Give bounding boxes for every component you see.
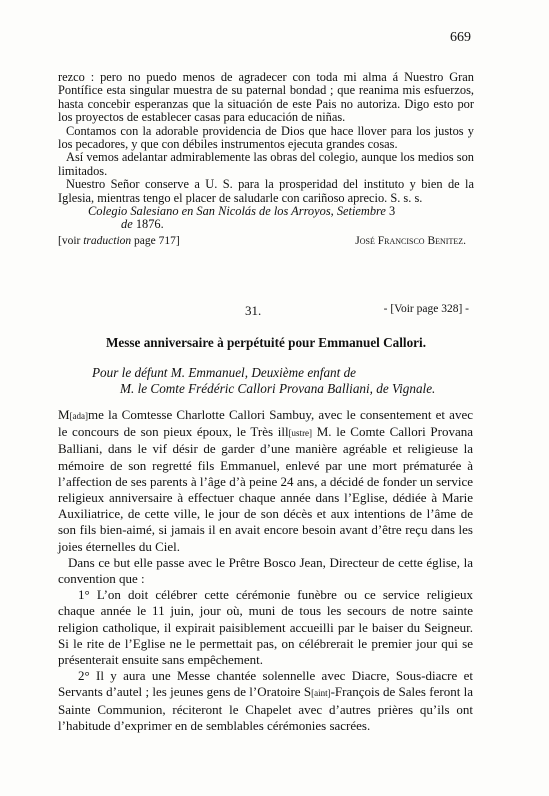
signature: José Francisco Benitez. xyxy=(355,234,466,247)
section-voir-reference: - [Voir page 328] - xyxy=(383,303,469,315)
spanish-paragraph-2: Contamos con la adorable providencia de Dios que hace llover para los justos y los pecadores, y que con débiles instrumentos ejecuta grandes cosas. xyxy=(58,123,474,152)
letter-place: Colegio Salesiano en San Nicolás de los Arroyos, Setiembre xyxy=(88,204,386,219)
p1-c: me la Comtesse Charlotte Callori Sambuy, avec le consentement et avec le concours de son pieux époux, le Très ill xyxy=(58,407,473,440)
section-number: 31. xyxy=(245,303,262,318)
french-paragraph-4 xyxy=(58,668,473,734)
voir-open: [voir xyxy=(58,234,81,247)
french-paragraph-3: 1° L’on doit célébrer cette cérémonie funèbre ou ce service religieux chaque année le 11 juin, jour où, muni de tous les secours de notre sainte religion catholique, il expirait paisiblement accueilli par le baiser du Seigneur. Si le rite de l’Eglise ne le permettait pas, on célébrerait le premier jour qui se présenterait ensuite sans empêchement. xyxy=(58,587,473,668)
p1-e: M. le Comte Callori Provana Balliani, dans le vif désir de garder d’une manière agréable et religieuse la mémoire de son regretté fils Emmanuel, enlevé par une mort prématurée à l’affection de ses parents à l’âge d’à peine 24 ans, a décidé de fonder un service religieux anniversaire à effectuer chaque année dans l’Eglise, dédiée à Marie Auxiliatrice, de cette ville, le jour de son décès et aux intentions de l’âme de son fils bien-aimé, si jamais il en avait encore besoin avant d’être reçu dans les joies éternelles du Ciel. xyxy=(58,424,473,554)
spanish-letter xyxy=(58,71,474,248)
letter-year: 1876. xyxy=(135,217,164,232)
spanish-paragraph-1: rezco : pero no puedo menos de agradecer con toda mi alma á Nuestro Gran Pontífice esta singular muestra de su paternal bondad ; que reanima mis esfuerzos, hasta concebir esperanzas que la situación de este Pais no autoriza. Digo esto por los proyectos de establecer casas para educación de niñas. xyxy=(58,70,474,125)
spanish-paragraph-4: Nuestro Señor conserve a U. S. para la prosperidad del instituto y bien de la Iglesia, mientras tengo el placer de saludarle con cariñoso aprecio. S. s. s. xyxy=(58,177,474,205)
dedication xyxy=(92,365,472,397)
french-convention xyxy=(58,407,473,734)
letter-de: de xyxy=(121,217,133,232)
section-title: Messe anniversaire à perpétuité pour Emmanuel Callori. xyxy=(105,335,426,350)
signature-row xyxy=(58,235,474,248)
dedication-line-1: Pour le défunt M. Emmanuel, Deuxième enfant de xyxy=(92,365,357,380)
p1-b: [ada] xyxy=(69,411,89,421)
voir-traduction: traduction xyxy=(83,234,132,247)
p1-d: [ustre] xyxy=(288,428,313,439)
letter-day: 3 xyxy=(389,204,396,219)
letter-place-date xyxy=(88,205,474,218)
spanish-paragraph-3: Así vemos adelantar admirablemente las obras del colegio, aunque los medios son limitados. xyxy=(58,150,474,178)
p4-b: [aint] xyxy=(311,688,331,699)
french-paragraph-1 xyxy=(58,407,473,555)
voir-close: page 717] xyxy=(134,234,180,247)
p4-c: -François de Sales feront la Sainte Communion, réciteront le Chapelet avec d’autres prières qu’ils ont l’habitude d’exprimer en de semblables cérémonies sacrées. xyxy=(58,684,473,733)
page-number: 669 xyxy=(450,30,471,45)
dedication-line-2: M. le Comte Frédéric Callori Provana Balliani, de Vignale. xyxy=(120,381,436,396)
p1-a: M xyxy=(58,407,70,422)
french-paragraph-2: Dans ce but elle passe avec le Prêtre Bosco Jean, Directeur de cette église, la convention que : xyxy=(58,554,473,587)
p4-a: 2° Il y aura une Messe chantée solennelle avec Diacre, Sous-diacre et Servants d’autel ; les jeunes gens de l’Oratoire S xyxy=(58,668,473,700)
translation-reference xyxy=(58,235,180,248)
letter-year-line xyxy=(121,218,474,231)
